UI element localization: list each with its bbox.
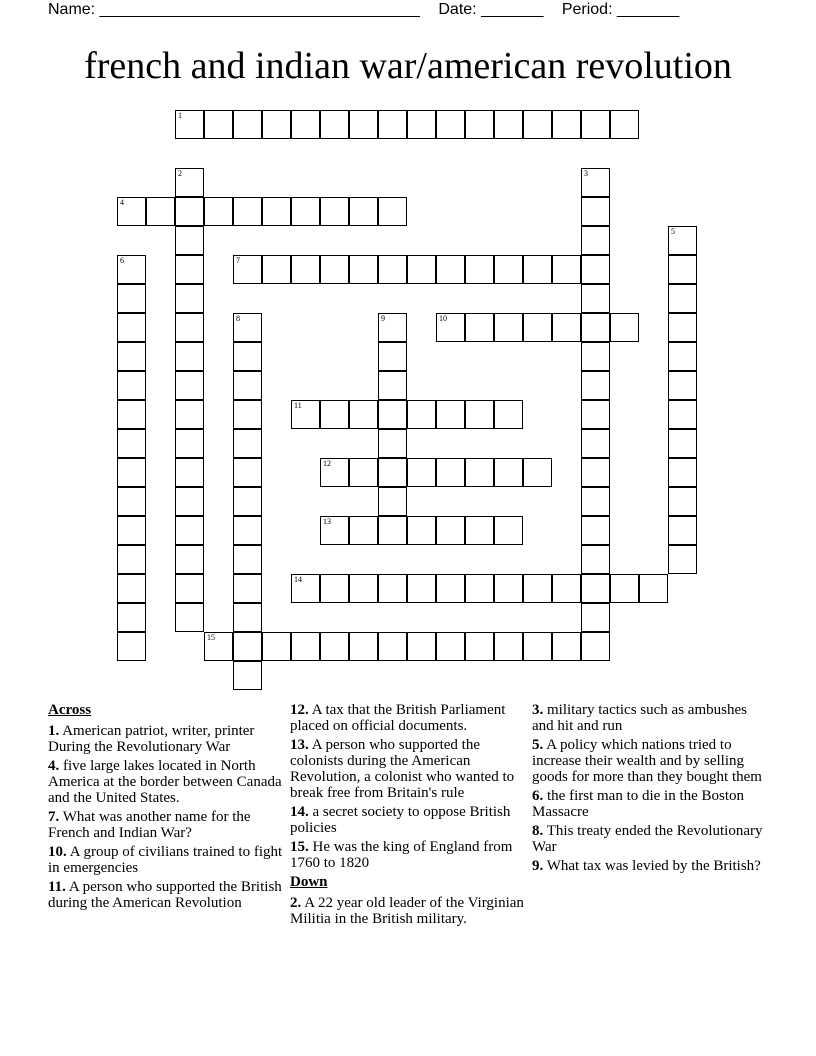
grid-cell[interactable] bbox=[378, 574, 407, 603]
grid-cell[interactable] bbox=[494, 574, 523, 603]
grid-cell[interactable] bbox=[233, 545, 262, 574]
grid-cell[interactable] bbox=[407, 255, 436, 284]
clue-number: 7 bbox=[236, 256, 240, 265]
grid-cell[interactable] bbox=[378, 371, 407, 400]
grid-cell[interactable] bbox=[175, 429, 204, 458]
grid-cell[interactable] bbox=[465, 400, 494, 429]
clue-number: 10 bbox=[439, 314, 447, 323]
grid-cell[interactable] bbox=[233, 632, 262, 661]
grid-cell[interactable] bbox=[233, 255, 262, 284]
grid-cell[interactable] bbox=[581, 632, 610, 661]
grid-cell[interactable] bbox=[320, 255, 349, 284]
grid-cell[interactable] bbox=[581, 487, 610, 516]
grid-cell[interactable] bbox=[175, 168, 204, 197]
clue-number: 13 bbox=[323, 517, 331, 526]
grid-cell[interactable] bbox=[494, 632, 523, 661]
grid-cell[interactable] bbox=[349, 632, 378, 661]
grid-cell[interactable] bbox=[465, 313, 494, 342]
grid-cell[interactable] bbox=[407, 574, 436, 603]
grid-cell[interactable] bbox=[581, 110, 610, 139]
grid-cell[interactable] bbox=[291, 110, 320, 139]
grid-cell[interactable] bbox=[581, 168, 610, 197]
grid-cell[interactable] bbox=[175, 400, 204, 429]
clue-across-12: 12. A tax that the British Parliament placed on official documents. bbox=[290, 702, 506, 734]
grid-cell[interactable] bbox=[291, 255, 320, 284]
grid-cell[interactable] bbox=[378, 110, 407, 139]
grid-cell[interactable] bbox=[175, 516, 204, 545]
grid-cell[interactable] bbox=[204, 632, 233, 661]
grid-cell[interactable] bbox=[117, 284, 146, 313]
grid-cell[interactable] bbox=[552, 574, 581, 603]
clue-down-2: 2. A 22 year old leader of the Virginian Militia in the British military. bbox=[290, 895, 524, 927]
grid-cell[interactable] bbox=[320, 574, 349, 603]
date-field[interactable]: Date: _______ bbox=[438, 1, 544, 18]
grid-cell[interactable] bbox=[233, 603, 262, 632]
clue-number: 6 bbox=[120, 256, 124, 265]
clue-number: 1 bbox=[178, 111, 182, 120]
grid-cell[interactable] bbox=[494, 313, 523, 342]
grid-cell[interactable] bbox=[233, 574, 262, 603]
grid-cell[interactable] bbox=[581, 284, 610, 313]
grid-cell[interactable] bbox=[320, 197, 349, 226]
grid-cell[interactable] bbox=[465, 632, 494, 661]
grid-cell[interactable] bbox=[233, 516, 262, 545]
grid-cell[interactable] bbox=[523, 458, 552, 487]
grid-cell[interactable] bbox=[233, 429, 262, 458]
clue-down-8: 8. This treaty ended the Revolutionary War bbox=[532, 823, 763, 855]
grid-cell[interactable] bbox=[581, 313, 610, 342]
grid-cell[interactable] bbox=[407, 458, 436, 487]
clue-across-7: 7. What was another name for the French and Indian War? bbox=[48, 809, 251, 841]
grid-cell[interactable] bbox=[465, 458, 494, 487]
grid-cell[interactable] bbox=[117, 400, 146, 429]
grid-cell[interactable] bbox=[436, 458, 465, 487]
clue-number: 11 bbox=[294, 401, 302, 410]
clue-number: 9 bbox=[381, 314, 385, 323]
grid-cell[interactable] bbox=[407, 632, 436, 661]
grid-cell[interactable] bbox=[233, 661, 262, 690]
grid-cell[interactable] bbox=[436, 574, 465, 603]
clue-number: 14 bbox=[294, 575, 302, 584]
grid-cell[interactable] bbox=[117, 197, 146, 226]
grid-cell[interactable] bbox=[494, 516, 523, 545]
grid-cell[interactable] bbox=[146, 197, 175, 226]
grid-cell[interactable] bbox=[668, 458, 697, 487]
grid-cell[interactable] bbox=[523, 632, 552, 661]
grid-cell[interactable] bbox=[320, 632, 349, 661]
grid-cell[interactable] bbox=[552, 255, 581, 284]
clue-number: 8 bbox=[236, 314, 240, 323]
grid-cell[interactable] bbox=[175, 226, 204, 255]
grid-cell[interactable] bbox=[233, 342, 262, 371]
grid-cell[interactable] bbox=[668, 342, 697, 371]
grid-cell[interactable] bbox=[175, 110, 204, 139]
grid-cell[interactable] bbox=[581, 342, 610, 371]
grid-cell[interactable] bbox=[552, 313, 581, 342]
grid-cell[interactable] bbox=[175, 342, 204, 371]
grid-cell[interactable] bbox=[175, 574, 204, 603]
grid-cell[interactable] bbox=[581, 458, 610, 487]
grid-cell[interactable] bbox=[494, 400, 523, 429]
grid-cell[interactable] bbox=[436, 632, 465, 661]
grid-cell[interactable] bbox=[581, 226, 610, 255]
grid-cell[interactable] bbox=[175, 603, 204, 632]
grid-cell[interactable] bbox=[668, 545, 697, 574]
grid-cell[interactable] bbox=[233, 400, 262, 429]
grid-cell[interactable] bbox=[407, 400, 436, 429]
grid-cell[interactable] bbox=[523, 110, 552, 139]
grid-cell[interactable] bbox=[291, 632, 320, 661]
grid-cell[interactable] bbox=[465, 110, 494, 139]
grid-cell[interactable] bbox=[262, 632, 291, 661]
grid-cell[interactable] bbox=[610, 574, 639, 603]
grid-cell[interactable] bbox=[204, 197, 233, 226]
grid-cell[interactable] bbox=[639, 574, 668, 603]
grid-cell[interactable] bbox=[204, 110, 233, 139]
grid-cell[interactable] bbox=[175, 313, 204, 342]
grid-cell[interactable] bbox=[233, 458, 262, 487]
grid-cell[interactable] bbox=[291, 400, 320, 429]
grid-cell[interactable] bbox=[262, 197, 291, 226]
down-heading: Down bbox=[290, 874, 328, 890]
grid-cell[interactable] bbox=[581, 255, 610, 284]
grid-cell[interactable] bbox=[349, 516, 378, 545]
grid-cell[interactable] bbox=[668, 226, 697, 255]
grid-cell[interactable] bbox=[117, 574, 146, 603]
grid-cell[interactable] bbox=[378, 342, 407, 371]
grid-cell[interactable] bbox=[349, 400, 378, 429]
grid-cell[interactable] bbox=[610, 313, 639, 342]
clue-down-9: 9. What tax was levied by the British? bbox=[532, 858, 761, 874]
grid-cell[interactable] bbox=[175, 487, 204, 516]
grid-cell[interactable] bbox=[233, 487, 262, 516]
grid-cell[interactable] bbox=[117, 371, 146, 400]
grid-cell[interactable] bbox=[117, 632, 146, 661]
grid-cell[interactable] bbox=[494, 110, 523, 139]
grid-cell[interactable] bbox=[175, 545, 204, 574]
grid-cell[interactable] bbox=[465, 516, 494, 545]
grid-cell[interactable] bbox=[581, 603, 610, 632]
grid-cell[interactable] bbox=[552, 632, 581, 661]
grid-cell[interactable] bbox=[494, 458, 523, 487]
grid-cell[interactable] bbox=[552, 110, 581, 139]
grid-cell[interactable] bbox=[117, 342, 146, 371]
grid-cell[interactable] bbox=[436, 255, 465, 284]
grid-cell[interactable] bbox=[291, 197, 320, 226]
grid-cell[interactable] bbox=[436, 110, 465, 139]
grid-cell[interactable] bbox=[436, 516, 465, 545]
clue-down-3: 3. military tactics such as ambushes and hit and run bbox=[532, 702, 747, 734]
grid-cell[interactable] bbox=[668, 516, 697, 545]
grid-cell[interactable] bbox=[581, 574, 610, 603]
grid-cell[interactable] bbox=[465, 255, 494, 284]
clue-number: 5 bbox=[671, 227, 675, 236]
grid-cell[interactable] bbox=[581, 400, 610, 429]
grid-cell[interactable] bbox=[320, 400, 349, 429]
grid-cell[interactable] bbox=[117, 487, 146, 516]
clue-across-13: 13. A person who supported the colonists during the American Revolution, a colonist who wanted to break free from Britain's rule bbox=[290, 737, 515, 801]
grid-cell[interactable] bbox=[233, 313, 262, 342]
grid-cell[interactable] bbox=[668, 400, 697, 429]
name-field[interactable]: Name: ____________________________________ bbox=[48, 1, 420, 18]
grid-cell[interactable] bbox=[378, 632, 407, 661]
grid-cell[interactable] bbox=[117, 516, 146, 545]
grid-cell[interactable] bbox=[233, 197, 262, 226]
grid-cell[interactable] bbox=[465, 574, 494, 603]
grid-cell[interactable] bbox=[291, 574, 320, 603]
grid-cell[interactable] bbox=[523, 313, 552, 342]
grid-cell[interactable] bbox=[233, 371, 262, 400]
grid-cell[interactable] bbox=[581, 429, 610, 458]
grid-cell[interactable] bbox=[378, 429, 407, 458]
grid-cell[interactable] bbox=[349, 197, 378, 226]
clues-column-1 bbox=[48, 702, 284, 914]
grid-cell[interactable] bbox=[349, 574, 378, 603]
clue-down-5: 5. A policy which nations tried to increase their wealth and by selling goods for more than they bought them bbox=[532, 737, 762, 785]
grid-cell[interactable] bbox=[668, 429, 697, 458]
grid-cell[interactable] bbox=[407, 516, 436, 545]
grid-cell[interactable] bbox=[117, 603, 146, 632]
grid-cell[interactable] bbox=[668, 487, 697, 516]
grid-cell[interactable] bbox=[175, 197, 204, 226]
grid-cell[interactable] bbox=[349, 110, 378, 139]
grid-cell[interactable] bbox=[175, 255, 204, 284]
grid-cell[interactable] bbox=[117, 255, 146, 284]
clues-column-2 bbox=[290, 702, 526, 930]
grid-cell[interactable] bbox=[378, 487, 407, 516]
clue-across-1: 1. American patriot, writer, printer During the Revolutionary War bbox=[48, 723, 255, 755]
grid-cell[interactable] bbox=[581, 516, 610, 545]
grid-cell[interactable] bbox=[523, 255, 552, 284]
grid-cell[interactable] bbox=[378, 400, 407, 429]
grid-cell[interactable] bbox=[668, 284, 697, 313]
grid-cell[interactable] bbox=[262, 110, 291, 139]
clue-across-15: 15. He was the king of England from 1760 to 1820 bbox=[290, 839, 513, 871]
grid-cell[interactable] bbox=[436, 400, 465, 429]
grid-cell[interactable] bbox=[320, 516, 349, 545]
grid-cell[interactable] bbox=[610, 110, 639, 139]
grid-cell[interactable] bbox=[581, 197, 610, 226]
grid-cell[interactable] bbox=[233, 110, 262, 139]
grid-cell[interactable] bbox=[320, 110, 349, 139]
grid-cell[interactable] bbox=[436, 313, 465, 342]
grid-cell[interactable] bbox=[349, 255, 378, 284]
clue-number: 15 bbox=[207, 633, 215, 642]
puzzle-title: french and indian war/american revolution bbox=[84, 45, 732, 87]
clue-across-4: 4. five large lakes located in North America at the border between Canada and the United States. bbox=[48, 758, 282, 806]
grid-cell[interactable] bbox=[581, 371, 610, 400]
grid-cell[interactable] bbox=[349, 458, 378, 487]
clue-across-14: 14. a secret society to oppose British policies bbox=[290, 804, 511, 836]
grid-cell[interactable] bbox=[175, 371, 204, 400]
grid-cell[interactable] bbox=[378, 516, 407, 545]
grid-cell[interactable] bbox=[523, 574, 552, 603]
grid-cell[interactable] bbox=[175, 284, 204, 313]
grid-cell[interactable] bbox=[378, 197, 407, 226]
clue-across-11: 11. A person who supported the British during the American Revolution bbox=[48, 879, 282, 911]
grid-cell[interactable] bbox=[494, 255, 523, 284]
grid-cell[interactable] bbox=[117, 429, 146, 458]
grid-cell[interactable] bbox=[117, 458, 146, 487]
grid-cell[interactable] bbox=[668, 313, 697, 342]
clue-number: 4 bbox=[120, 198, 124, 207]
grid-cell[interactable] bbox=[262, 255, 291, 284]
grid-cell[interactable] bbox=[407, 110, 436, 139]
period-field[interactable]: Period: _______ bbox=[561, 1, 680, 18]
grid-cell[interactable] bbox=[668, 255, 697, 284]
grid-cell[interactable] bbox=[117, 313, 146, 342]
grid-cell[interactable] bbox=[581, 545, 610, 574]
grid-cell[interactable] bbox=[320, 458, 349, 487]
grid-cell[interactable] bbox=[175, 458, 204, 487]
grid-cell[interactable] bbox=[378, 255, 407, 284]
grid-cell[interactable] bbox=[378, 458, 407, 487]
clue-across-10: 10. A group of civilians trained to fight in emergencies bbox=[48, 844, 283, 876]
clue-number: 3 bbox=[584, 169, 588, 178]
clue-number: 2 bbox=[178, 169, 182, 178]
grid-cell[interactable] bbox=[668, 371, 697, 400]
clues-column-3 bbox=[532, 702, 768, 877]
across-heading: Across bbox=[48, 702, 92, 718]
grid-cell[interactable] bbox=[378, 313, 407, 342]
clue-down-6: 6. the first man to die in the Boston Massacre bbox=[532, 788, 745, 820]
clue-number: 12 bbox=[323, 459, 331, 468]
grid-cell[interactable] bbox=[117, 545, 146, 574]
